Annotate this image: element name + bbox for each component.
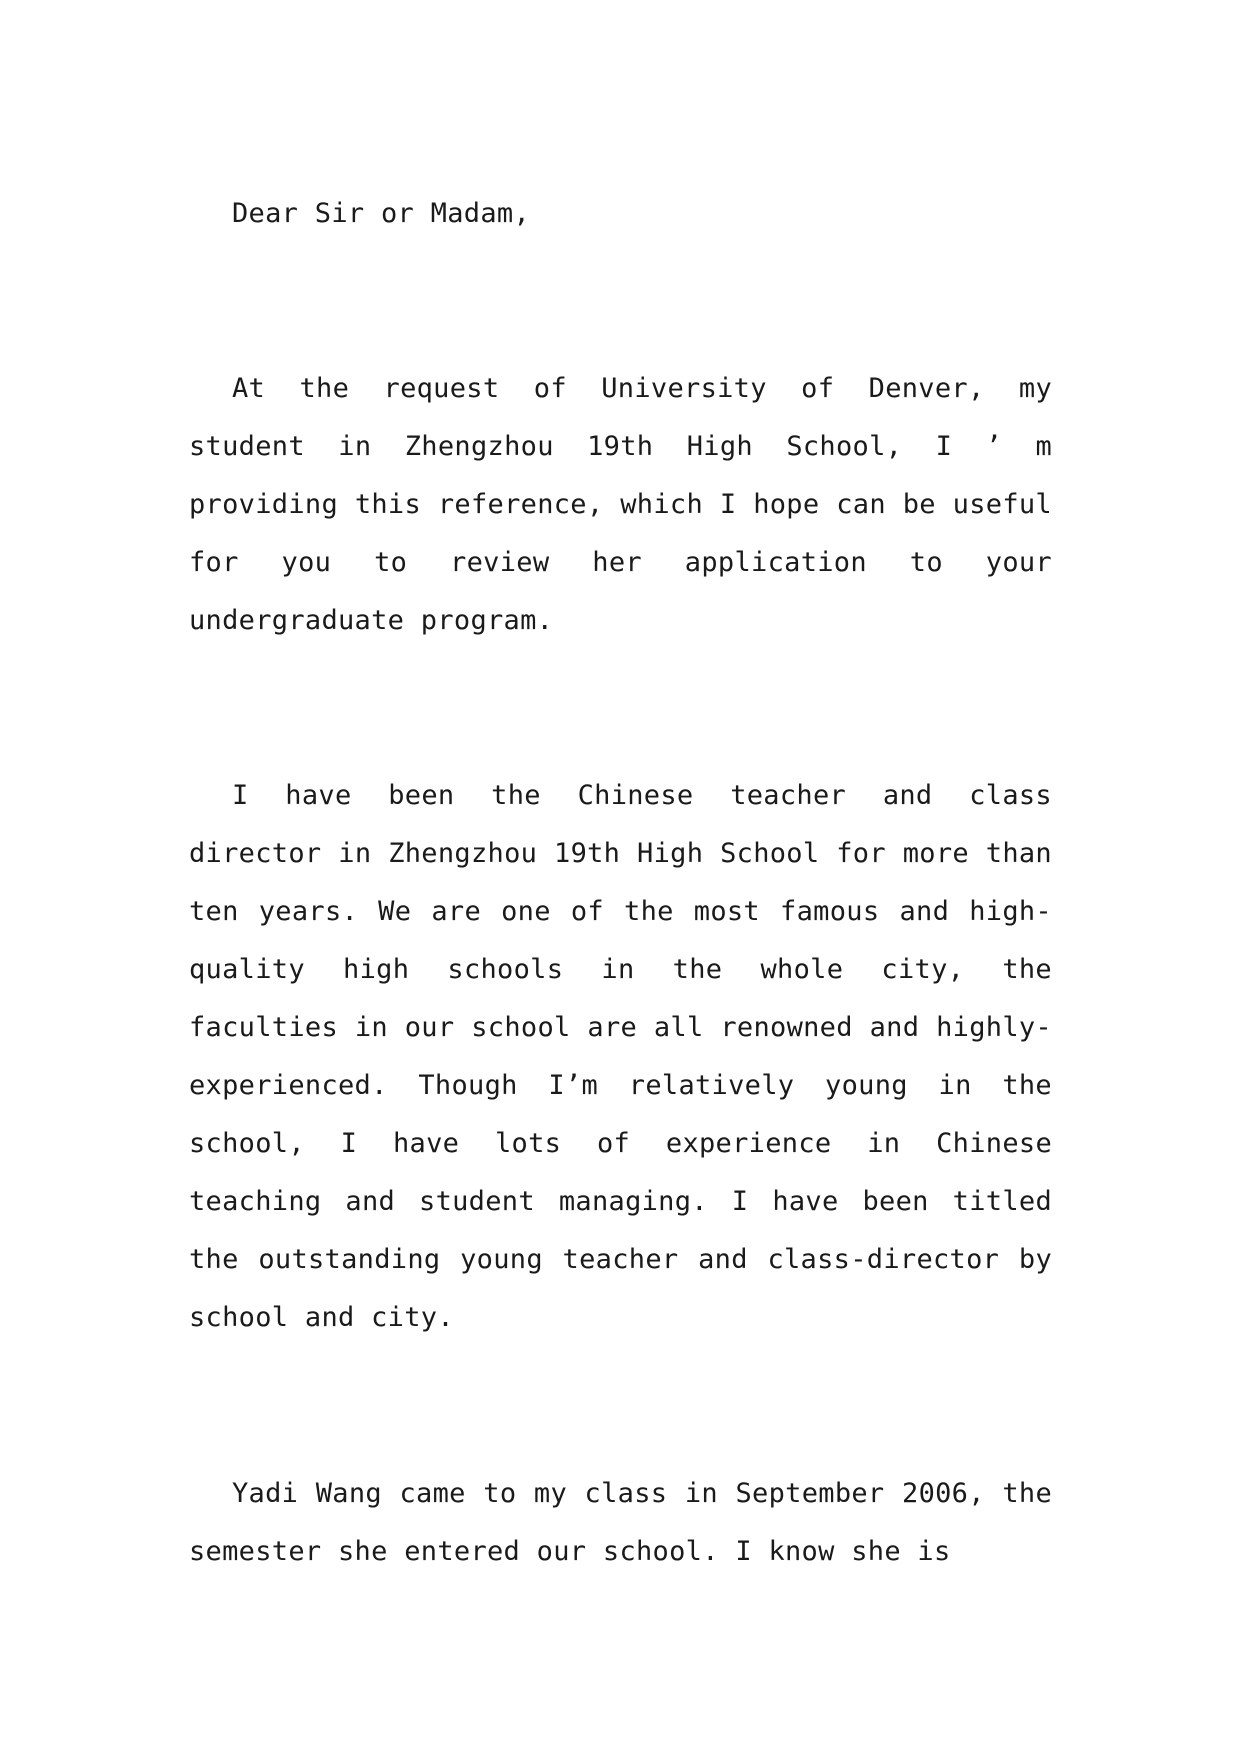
letter-paragraph-intro: At the request of University of Denver, my student in Zhengzhou 19th High School, I ’ m providing this reference, which I hope can be useful for you to review her application to your undergraduate program. [189,373,1052,636]
letter-salutation: Dear Sir or Madam, [232,198,530,229]
letter-paragraph-student-intro: Yadi Wang came to my class in September 2006, the semester she entered our school. I know she is [189,1478,1052,1567]
letter-paragraph-teacher-background: I have been the Chinese teacher and class director in Zhengzhou 19th High School for more than ten years. We are one of the most famous and high-quality high schools in the whole city, the faculties in our school are all renowned and highly-experienced. Though I’m relatively young in the school, I have lots of experience in Chinese teaching and student managing. I have been titled the outstanding young teacher and class-director by school and city. [189,780,1052,1333]
